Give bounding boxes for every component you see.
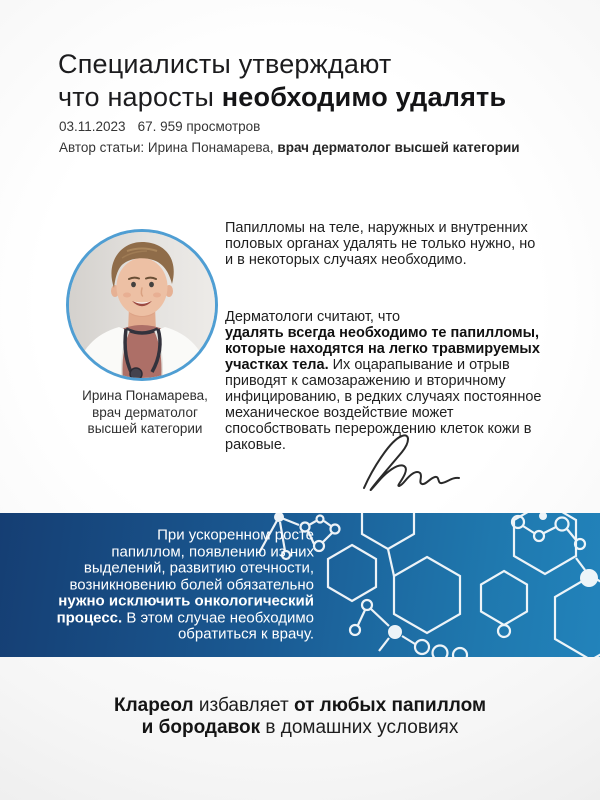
product-claim <box>0 695 600 738</box>
doctor-caption-role-1: врач дерматолог <box>92 404 198 420</box>
doctor-caption <box>48 388 242 438</box>
banner-line-6-bold: процесс. <box>56 608 123 626</box>
warning-banner <box>0 513 600 657</box>
publish-date: 03.11.2023 <box>59 119 126 134</box>
title-line-2-regular: что наросты <box>58 82 222 112</box>
claim-regular-2: в домашних условиях <box>260 716 459 738</box>
claim-regular-1: избавляет <box>193 695 294 716</box>
page-title <box>58 48 506 114</box>
banner-line-3: выделений, развитию отечности, <box>83 559 314 577</box>
title-line-2 <box>58 81 506 114</box>
banner-line-2: папиллом, появлению из них <box>111 542 314 560</box>
author-name: Автор статьи: Ирина Понамарева, <box>59 140 278 155</box>
product-claim-line-1 <box>0 695 600 717</box>
banner-line-4: возникновению болей обязательно <box>69 575 314 593</box>
banner-line-6 <box>57 610 314 627</box>
banner-line-6-regular: В этом случае необходимо <box>122 608 314 626</box>
product-claim-line-2 <box>0 717 600 739</box>
paragraph-1: Папилломы на теле, наружных и внутренних половых органах удалять не только нужно, но и в некоторых случаях необходимо. <box>225 220 536 268</box>
banner-line-7: обратиться к врачу. <box>177 625 314 643</box>
views-count: 67. 959 просмотров <box>137 119 261 134</box>
doctor-portrait-illustration <box>69 232 215 378</box>
title-line-1: Специалисты утверждают <box>58 49 392 79</box>
banner-line-1: При ускоренном росте <box>157 526 314 544</box>
author-line <box>59 140 520 155</box>
banner-line-5-bold: нужно исключить онкологический <box>58 592 314 610</box>
title-line-2-bold: необходимо удалять <box>221 82 507 112</box>
product-name: Клареол <box>113 695 194 716</box>
doctor-signature-icon <box>360 432 465 494</box>
doctor-photo <box>66 229 218 381</box>
banner-line-5 <box>57 593 314 610</box>
doctor-caption-name: Ирина Понамарева, <box>82 388 208 403</box>
claim-bold-2: и бородавок <box>141 716 261 738</box>
paragraph-2-bold: удалять всегда необходимо те папилломы, которые находятся на легко травмируемых участках тела. <box>225 325 540 373</box>
paragraph-2-rest: Их оцарапывание и отрыв приводят к самозаражению и вторичному инфицированию, в редких случаях постоянное механическое воздействие может способствовать перерождению клеток кожи в раковые. <box>225 357 542 453</box>
article-meta <box>59 119 260 134</box>
doctor-caption-role-2: высшей категории <box>87 421 203 436</box>
claim-bold-1: от любых папиллом <box>293 695 487 716</box>
paragraph-2-intro: Дерматологи считают, что <box>225 309 401 325</box>
banner-text <box>57 527 314 643</box>
author-role: врач дерматолог высшей категории <box>277 140 520 155</box>
